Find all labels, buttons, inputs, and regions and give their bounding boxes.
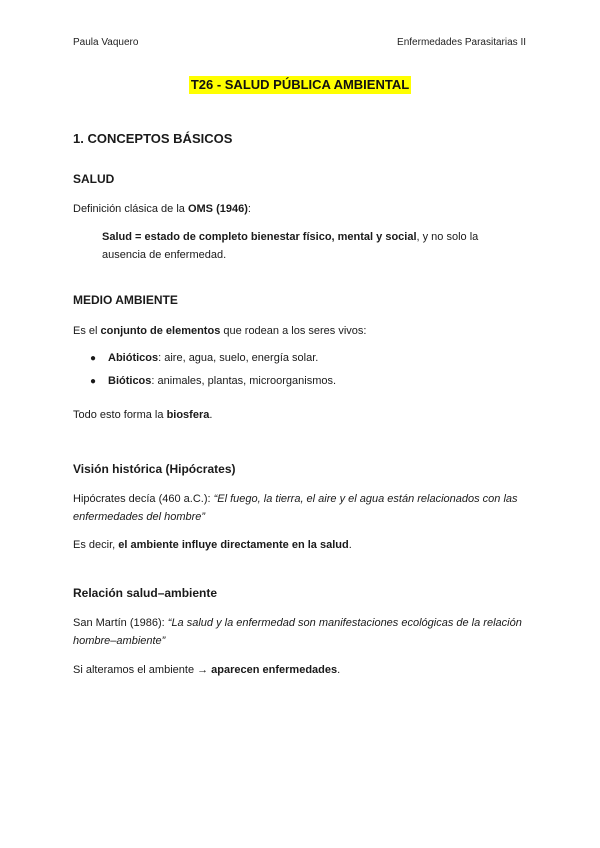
relacion-last-suffix: . [337, 664, 341, 676]
list-item [90, 349, 530, 368]
relacion-quote [73, 614, 533, 650]
medio-intro-prefix: Es el [73, 325, 101, 337]
biosfera-suffix: . [209, 409, 213, 421]
bullet-bold: Bióticos [108, 375, 152, 387]
salud-def-bold: OMS (1946) [187, 203, 248, 215]
vision-conclusion-suffix: . [348, 539, 352, 551]
vision-conclusion-prefix: Es decir, [73, 539, 119, 551]
header-author: Paula Vaquero [73, 37, 139, 48]
vision-italic-2: enfermedades del hombre” [73, 511, 206, 523]
page-title: T26 - SALUD PÚBLICA AMBIENTAL [190, 77, 410, 92]
salud-heading: SALUD [73, 172, 115, 186]
bullet-text: : animales, plantas, microorganismos. [151, 375, 337, 387]
vision-italic-1: “El fuego, la tierra, el aire y el agua están relacionados con las [213, 493, 518, 505]
relacion-last-prefix: Si alteramos el ambiente → [73, 664, 212, 676]
relacion-conclusion [73, 661, 533, 679]
relacion-prefix: San Martín (1986): [73, 617, 168, 629]
salud-definition [73, 200, 533, 218]
section-heading: 1. CONCEPTOS BÁSICOS [73, 131, 233, 146]
biosfera-line [73, 406, 533, 424]
salud-def-prefix: Definición clásica de la [73, 203, 188, 215]
bullet-icon: ● [90, 353, 97, 364]
salud-quote-rest-2: ausencia de enfermedad. [102, 249, 227, 261]
relacion-italic-1: “La salud y la enfermedad son manifestaciones ecológicas de la relación [167, 617, 522, 629]
salud-def-suffix: : [247, 203, 251, 215]
list-item [90, 372, 530, 391]
biosfera-prefix: Todo esto forma la [73, 409, 167, 421]
vision-conclusion [73, 536, 533, 554]
salud-quote-bold: Salud = estado de completo bienestar físico, mental y social [102, 231, 417, 243]
biosfera-bold: biosfera [166, 409, 210, 421]
medio-intro [73, 322, 533, 340]
salud-quote [102, 228, 502, 264]
medio-intro-bold: conjunto de elementos [100, 325, 221, 337]
header-course: Enfermedades Parasitarias II [397, 37, 526, 48]
relacion-heading: Relación salud–ambiente [73, 586, 218, 600]
vision-conclusion-bold: el ambiente influye directamente en la salud [118, 539, 349, 551]
vision-quote [73, 490, 533, 526]
relacion-italic-2: hombre–ambiente” [73, 635, 166, 647]
medio-heading: MEDIO AMBIENTE [73, 293, 178, 307]
vision-prefix: Hipócrates decía (460 a.C.): [73, 493, 214, 505]
bullet-text: : aire, agua, suelo, energía solar. [158, 352, 319, 364]
medio-intro-suffix: que rodean a los seres vivos: [220, 325, 367, 337]
bullet-icon: ● [90, 376, 97, 387]
relacion-last-bold: aparecen enfermedades [211, 664, 338, 676]
vision-heading: Visión histórica (Hipócrates) [73, 462, 236, 476]
bullet-bold: Abióticos [108, 352, 159, 364]
title-container [0, 76, 600, 94]
salud-quote-rest-1: , y no solo la [416, 231, 479, 243]
